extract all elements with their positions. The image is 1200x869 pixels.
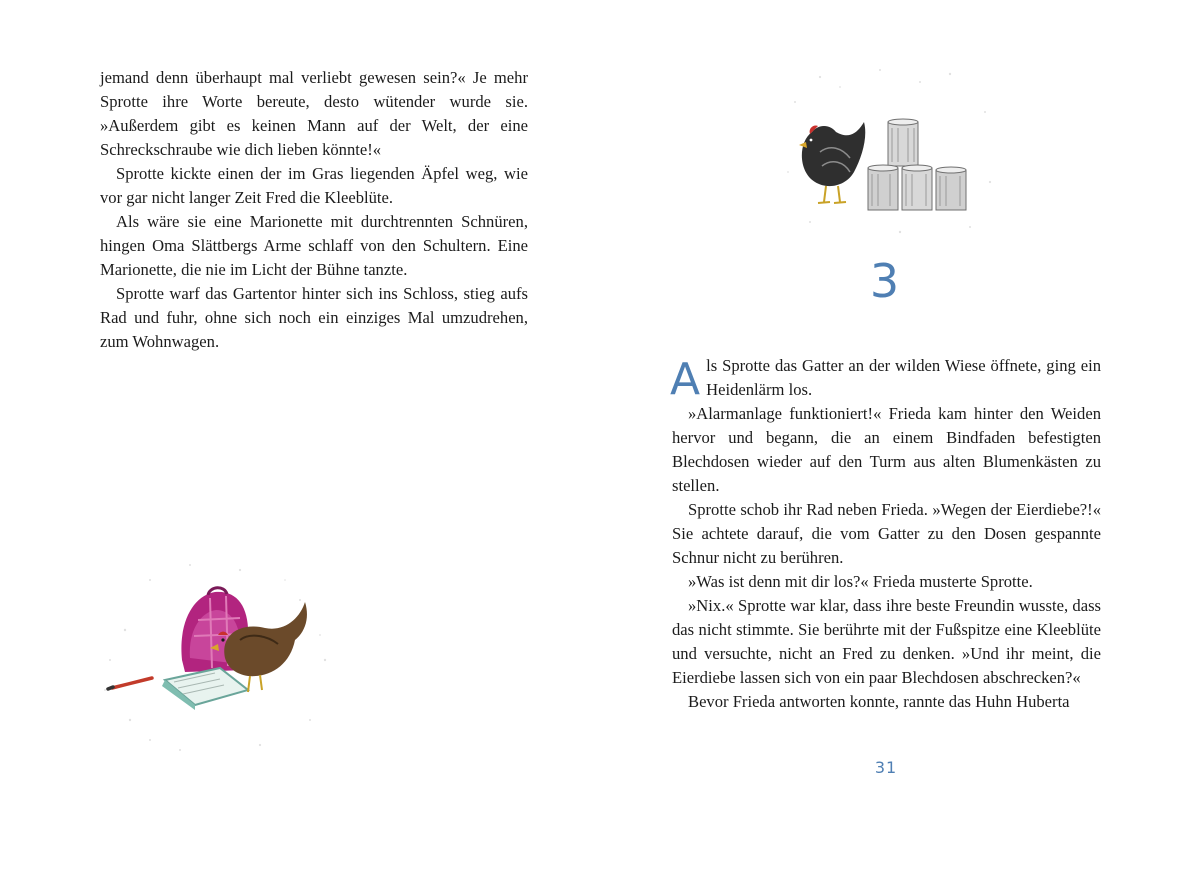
paragraph-text: ls Sprotte das Gatter an der wilden Wiese öffnete, ging ein Heidenlärm los.	[706, 356, 1101, 399]
opening-paragraph	[670, 354, 1101, 405]
right-page	[600, 0, 1200, 869]
paragraph: »Alarmanlage funktioniert!« Frieda kam hinter den Weiden hervor und begann, die an einem Bindfaden befestigten Blechdosen wieder auf den Turm aus alten Blumenkästen zu stellen.	[672, 404, 1101, 495]
chicken-tin-cans-illustration	[780, 62, 1000, 242]
paragraph: jemand denn überhaupt mal verliebt gewesen sein?« Je mehr Sprotte ihre Worte bereute, desto wütender wurde sie. »Außerdem gibt es keinen Mann auf der Welt, der eine Schreckschraube wie dich lieben könnte!«	[100, 68, 528, 159]
paragraph: Sprotte warf das Gartentor hinter sich ins Schloss, stieg aufs Rad und fuhr, ohne sich noch ein einziges Mal umzudrehen, zum Wohnwagen.	[100, 284, 528, 351]
paragraph: »Nix.« Sprotte war klar, dass ihre beste Freundin wusste, dass das nicht stimmte. Sie berührte mit der Fußspitze eine Kleeblüte und versuchte, nicht an Fred zu denken. »Und ihr meint, die Eierdiebe lassen sich von ein paar Blechdosen abschrecken?«	[672, 596, 1101, 687]
left-page-text	[100, 66, 528, 354]
page-number: 31	[874, 758, 898, 777]
chicken-backpack-book-illustration	[90, 540, 340, 765]
paragraph: Als wäre sie eine Marionette mit durchtrennten Schnüren, hingen Oma Slättbergs Arme schlaff von den Schultern. Eine Marionette, die nie im Licht der Bühne tanzte.	[100, 212, 528, 279]
paragraph: Sprotte schob ihr Rad neben Frieda. »Wegen der Eierdiebe?!« Sie achtete darauf, die vom Gatter zu den Dosen gespannte Schnur nicht zu berühren.	[672, 500, 1101, 567]
chapter-number: 3	[869, 254, 901, 308]
paragraph: »Was ist denn mit dir los?« Frieda musterte Sprotte.	[688, 572, 1033, 591]
paragraph: Sprotte kickte einen der im Gras liegenden Äpfel weg, wie vor gar nicht langer Zeit Fred die Kleeblüte.	[100, 164, 528, 207]
drop-cap: A	[670, 354, 701, 405]
paragraph: Bevor Frieda antworten konnte, rannte das Huhn Huberta	[688, 692, 1070, 711]
right-page-text	[672, 354, 1101, 714]
